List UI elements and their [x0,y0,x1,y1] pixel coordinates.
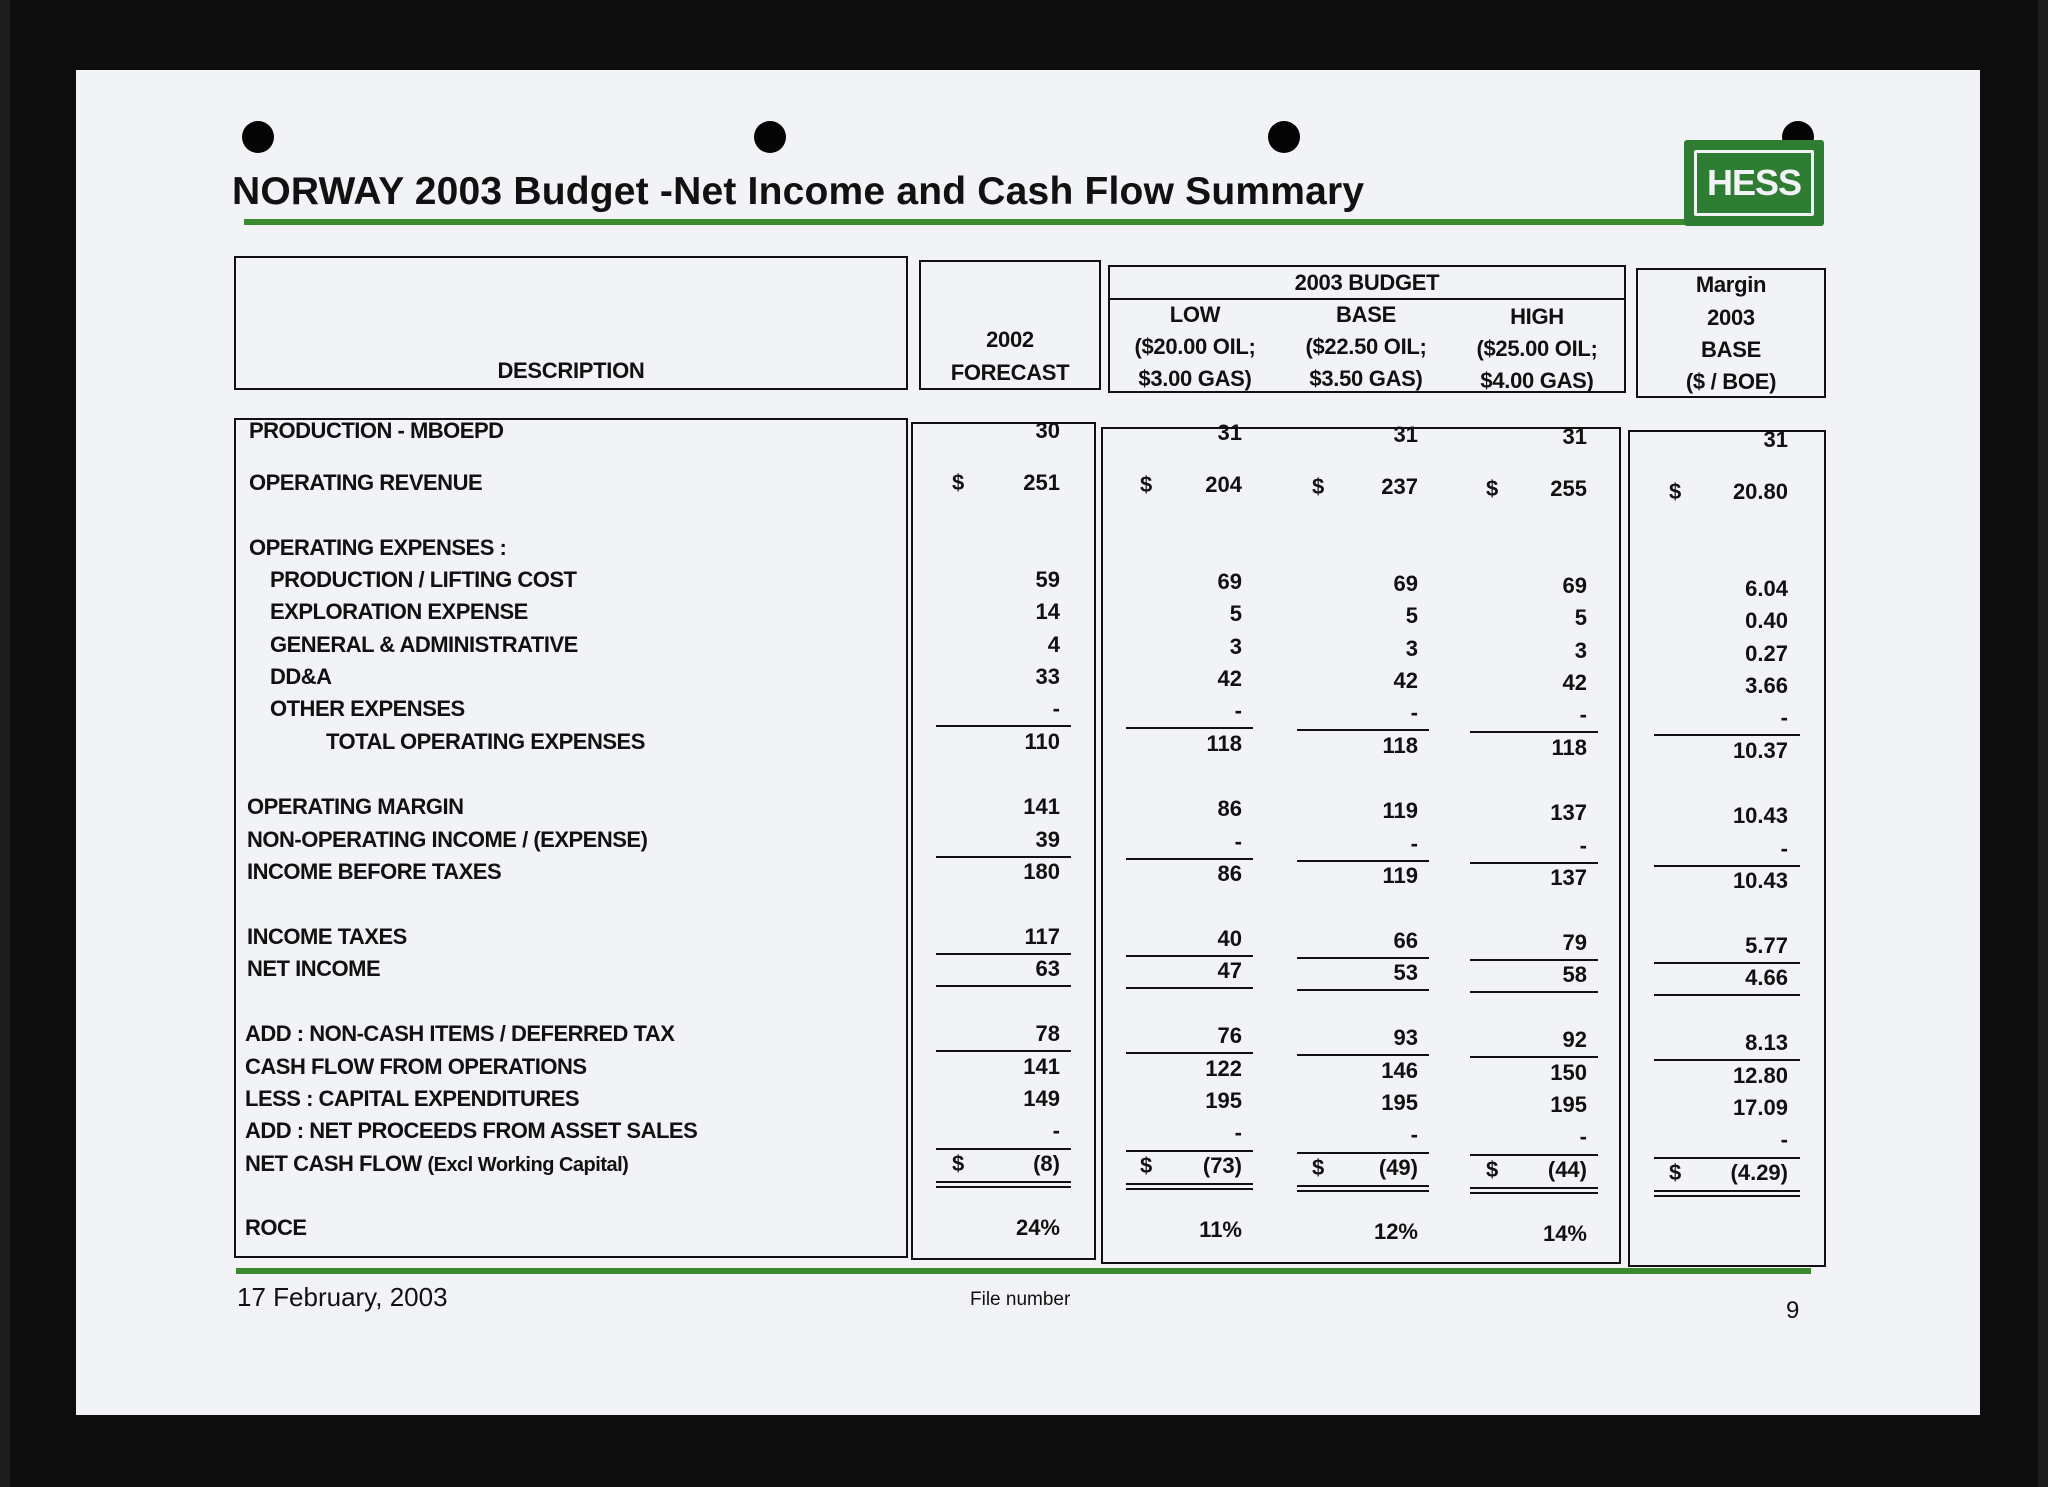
underline-rule [1297,1152,1429,1154]
value-cell: 66 [1393,928,1418,953]
page-title: NORWAY 2003 Budget -Net Income and Cash Flow Summary [232,170,1365,213]
header-low-oil: ($20.00 OIL; [1134,334,1256,359]
double-underline-rule [1126,1188,1253,1190]
value-cell: 12.80 [1732,1063,1788,1088]
underline-rule [936,1050,1071,1052]
value-cell: 119 [1382,863,1418,888]
value-cell: 137 [1550,865,1587,890]
header-low-title: LOW [1169,302,1221,327]
row-label: NET INCOME [247,956,381,981]
header-description: DESCRIPTION [497,358,645,383]
value-cell: - [1052,1118,1060,1143]
budget-header-divider [1110,298,1624,300]
value-cell: 12% [1373,1219,1418,1244]
row-label: GENERAL & ADMINISTRATIVE [270,632,578,657]
underline-rule [1297,989,1429,991]
header-margin-unit: ($ / BOE) [1685,369,1777,394]
value-cell: 14 [1035,599,1060,624]
value-cell: 3 [1229,634,1242,659]
value-cell: (8) [1033,1151,1060,1176]
value-cell: 69 [1217,569,1242,594]
value-cell: 33 [1035,664,1060,689]
value-cell: 119 [1382,798,1418,823]
punch-hole [242,121,274,153]
underline-rule [1126,1150,1253,1152]
value-cell: 69 [1393,571,1418,596]
value-cell: 255 [1550,476,1587,501]
header-low-gas: $3.00 GAS) [1138,366,1252,391]
underline-rule [1654,1157,1800,1159]
value-cell: 69 [1562,573,1587,598]
underline-rule [936,953,1071,955]
value-cell: 42 [1393,668,1418,693]
row-label: OPERATING REVENUE [249,470,483,495]
value-cell: 118 [1382,733,1418,758]
underline-rule [1470,1154,1598,1156]
header-high-title: HIGH [1510,304,1564,329]
underline-rule [1470,862,1598,864]
row-label: EXPLORATION EXPENSE [270,599,528,624]
row-label: NET CASH FLOW (Excl Working Capital) [245,1151,629,1176]
value-cell: 0.40 [1745,608,1788,633]
underline-rule [1297,957,1429,959]
value-cell: (73) [1202,1153,1242,1178]
value-cell: - [1780,705,1788,730]
value-cell: - [1234,1120,1242,1145]
value-cell: 110 [1024,729,1060,754]
value-cell: 237 [1381,474,1418,499]
value-cell: 137 [1550,800,1587,825]
row-label: OPERATING MARGIN [247,794,464,819]
value-cell: 40 [1217,926,1242,951]
value-cell: 195 [1381,1090,1418,1115]
double-underline-rule [936,1186,1071,1188]
header-high-gas: $4.00 GAS) [1480,368,1594,393]
punch-hole [1268,121,1300,153]
value-cell: 92 [1562,1027,1587,1052]
value-cell: 149 [1023,1086,1060,1111]
binder-edge-left [0,0,10,1487]
value-cell: 122 [1205,1056,1242,1081]
double-underline-rule [1470,1187,1598,1189]
value-cell: - [1234,698,1242,723]
row-label: INCOME TAXES [247,924,407,949]
value-cell: 76 [1217,1023,1242,1048]
underline-rule [1126,987,1253,989]
currency-symbol: $ [1669,1160,1682,1185]
header-forecast-label: FORECAST [950,360,1070,385]
double-underline-rule [1654,1190,1800,1192]
value-cell: - [1410,700,1418,725]
value-cell: 42 [1217,666,1242,691]
underline-rule [1297,1054,1429,1056]
value-cell: (49) [1378,1155,1418,1180]
value-cell: 17.09 [1732,1095,1788,1120]
value-cell: - [1410,831,1418,856]
header-base-title: BASE [1336,302,1396,327]
header-margin-title: Margin [1695,272,1767,297]
underline-rule [936,1148,1071,1150]
row-label: LESS : CAPITAL EXPENDITURES [245,1086,580,1111]
value-cell: 3 [1574,638,1587,663]
value-cell: 180 [1023,859,1060,884]
row-label: INCOME BEFORE TAXES [247,859,502,884]
row-label: PRODUCTION / LIFTING COST [270,567,577,592]
double-underline-rule [936,1181,1071,1183]
value-cell: 141 [1023,794,1060,819]
currency-symbol: $ [1312,1155,1325,1180]
value-cell: 30 [1035,418,1060,443]
underline-rule [1654,994,1800,996]
hess-logo [1684,140,1824,226]
value-cell: 20.80 [1732,479,1788,504]
value-cell: 31 [1393,422,1418,447]
underline-rule [1654,962,1800,964]
row-label: TOTAL OPERATING EXPENSES [326,729,645,754]
underline-rule [1126,727,1253,729]
underline-rule [936,856,1071,858]
value-cell: 14% [1542,1221,1587,1246]
underline-rule [1470,1056,1598,1058]
double-underline-rule [1654,1195,1800,1197]
value-cell: 118 [1551,735,1587,760]
row-label: DD&A [270,664,332,689]
row-label: OTHER EXPENSES [270,696,465,721]
value-cell: 141 [1023,1054,1060,1079]
underline-rule [1126,1052,1253,1054]
value-cell: 6.04 [1745,576,1788,601]
row-label: PRODUCTION - MBOEPD [249,418,504,443]
value-cell: - [1579,1124,1587,1149]
value-cell: 79 [1562,930,1587,955]
underline-rule [936,725,1071,727]
value-cell: (44) [1547,1157,1587,1182]
value-cell: 31 [1562,424,1587,449]
value-cell: 150 [1550,1060,1587,1085]
value-cell: 31 [1217,420,1242,445]
value-cell: - [1052,696,1060,721]
row-label: ADD : NET PROCEEDS FROM ASSET SALES [245,1118,698,1143]
value-cell: 63 [1035,956,1060,981]
value-cell: 58 [1562,962,1587,987]
footer-date: 17 February, 2003 [237,1282,448,1312]
header-budget-group: 2003 BUDGET [1294,270,1440,295]
underline-rule [1126,955,1253,957]
value-cell: 86 [1217,796,1242,821]
underline-rule [1654,1059,1800,1061]
header-margin-base: BASE [1701,337,1761,362]
value-cell: 10.43 [1732,868,1788,893]
currency-symbol: $ [1486,476,1499,501]
underline-rule [1470,959,1598,961]
value-cell: 195 [1205,1088,1242,1113]
value-cell: 39 [1035,827,1060,852]
value-cell: 59 [1035,567,1060,592]
currency-symbol: $ [1486,1157,1499,1182]
currency-symbol: $ [1669,479,1682,504]
value-cell: 53 [1393,960,1418,985]
header-high-oil: ($25.00 OIL; [1476,336,1598,361]
row-label-suffix: (Excl Working Capital) [427,1154,629,1176]
document-page [76,70,1980,1415]
underline-rule [1654,734,1800,736]
currency-symbol: $ [952,470,965,495]
underline-rule [1654,865,1800,867]
double-underline-rule [1470,1192,1598,1194]
punch-hole [754,121,786,153]
header-base-gas: $3.50 GAS) [1309,366,1423,391]
value-cell: 93 [1393,1025,1418,1050]
value-cell: 78 [1035,1021,1060,1046]
currency-symbol: $ [952,1151,965,1176]
value-cell: 251 [1023,470,1060,495]
value-cell: 3.66 [1745,673,1788,698]
value-cell: 0.27 [1745,641,1788,666]
value-cell: (4.29) [1730,1160,1788,1185]
title-underline [244,219,1819,225]
value-cell: - [1780,1127,1788,1152]
row-label: OPERATING EXPENSES : [249,535,507,560]
header-forecast-year: 2002 [986,327,1034,352]
underline-rule [936,985,1071,987]
value-cell: 5 [1405,603,1418,628]
value-cell: 5 [1229,601,1242,626]
currency-symbol: $ [1312,474,1325,499]
value-cell: 47 [1217,958,1242,983]
bottom-green-rule [236,1268,1811,1274]
value-cell: 86 [1217,861,1242,886]
value-cell: 42 [1562,670,1587,695]
value-cell: 24% [1015,1215,1060,1240]
value-cell: 3 [1405,636,1418,661]
value-cell: - [1410,1122,1418,1147]
value-cell: 118 [1206,731,1242,756]
value-cell: 204 [1205,472,1242,497]
value-cell: 195 [1550,1092,1587,1117]
underline-rule [1126,858,1253,860]
binder-edge-right [2038,0,2048,1487]
double-underline-rule [1297,1185,1429,1187]
double-underline-rule [1297,1190,1429,1192]
value-cell: 8.13 [1745,1030,1788,1055]
value-cell: 4 [1047,632,1060,657]
underline-rule [1297,729,1429,731]
value-cell: 10.37 [1732,738,1788,763]
underline-rule [1470,731,1598,733]
underline-rule [1297,860,1429,862]
value-cell: 117 [1024,924,1060,949]
value-cell: - [1780,836,1788,861]
value-cell: - [1579,833,1587,858]
value-cell: 4.66 [1745,965,1788,990]
footer-file-number: File number [970,1289,1071,1310]
row-label: ADD : NON-CASH ITEMS / DEFERRED TAX [245,1021,675,1046]
row-label: NON-OPERATING INCOME / (EXPENSE) [247,827,648,852]
header-margin-year: 2003 [1707,305,1755,330]
currency-symbol: $ [1140,472,1153,497]
value-cell: 11% [1199,1217,1242,1242]
logo-text: HESS [1694,150,1814,216]
value-cell: 5 [1574,605,1587,630]
currency-symbol: $ [1140,1153,1153,1178]
header-base-oil: ($22.50 OIL; [1305,334,1427,359]
value-cell: - [1234,829,1242,854]
footer-page-number: 9 [1786,1297,1800,1324]
row-label: CASH FLOW FROM OPERATIONS [245,1054,587,1079]
value-cell: 10.43 [1732,803,1788,828]
row-label: ROCE [245,1215,307,1240]
value-cell: - [1579,702,1587,727]
value-cell: 31 [1763,427,1788,452]
value-cell: 5.77 [1745,933,1788,958]
value-cell: 146 [1381,1058,1418,1083]
underline-rule [1470,991,1598,993]
double-underline-rule [1126,1183,1253,1185]
